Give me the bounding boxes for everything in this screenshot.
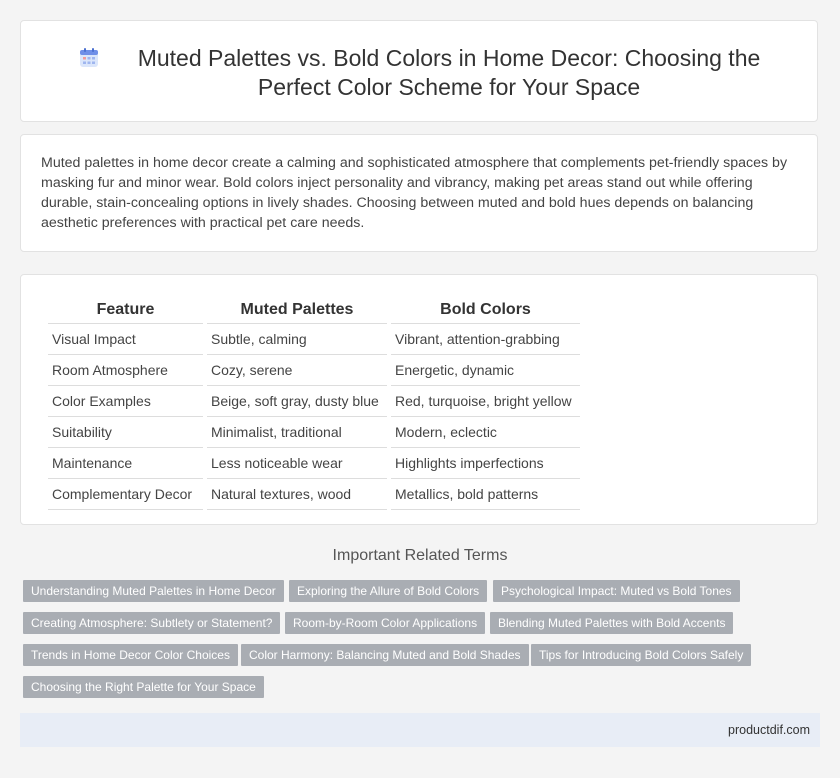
- column-header: Feature: [48, 295, 203, 324]
- table-cell: Complementary Decor: [48, 479, 203, 510]
- table-row: [48, 355, 580, 386]
- table-cell: Energetic, dynamic: [391, 355, 580, 386]
- table-cell: Highlights imperfections: [391, 448, 580, 479]
- table-cell: Maintenance: [48, 448, 203, 479]
- table-cell: Natural textures, wood: [207, 479, 387, 510]
- related-term-link[interactable]: Blending Muted Palettes with Bold Accents: [490, 612, 733, 634]
- related-term-link[interactable]: Trends in Home Decor Color Choices: [23, 644, 238, 666]
- related-term-link[interactable]: Room-by-Room Color Applications: [285, 612, 485, 634]
- table-cell: Beige, soft gray, dusty blue: [207, 386, 387, 417]
- table-header-row: [48, 295, 580, 324]
- related-term-link[interactable]: Tips for Introducing Bold Colors Safely: [531, 644, 751, 666]
- table-cell: Vibrant, attention-grabbing: [391, 324, 580, 355]
- table-cell: Minimalist, traditional: [207, 417, 387, 448]
- intro-paragraph: Muted palettes in home decor create a calming and sophisticated atmosphere that complements pet-friendly spaces by masking fur and minor wear. Bold colors inject personality and vibrancy, making pet areas stand out while offering durable, stain-concealing options in lively shades. Choosing between muted and bold hues depends on balancing aesthetic preferences with practical pet care needs.: [41, 155, 788, 231]
- calendar-icon: [78, 47, 100, 69]
- table-cell: Room Atmosphere: [48, 355, 203, 386]
- comparison-table: [44, 295, 584, 510]
- related-term-link[interactable]: Choosing the Right Palette for Your Space: [23, 676, 264, 698]
- table-row: [48, 479, 580, 510]
- table-cell: Suitability: [48, 417, 203, 448]
- table-cell: Modern, eclectic: [391, 417, 580, 448]
- table-cell: Subtle, calming: [207, 324, 387, 355]
- table-row: [48, 386, 580, 417]
- footer: [20, 713, 820, 747]
- table-row: [48, 417, 580, 448]
- table-cell: Metallics, bold patterns: [391, 479, 580, 510]
- table-cell: Visual Impact: [48, 324, 203, 355]
- related-term-link[interactable]: Exploring the Allure of Bold Colors: [289, 580, 487, 602]
- table-cell: Red, turquoise, bright yellow: [391, 386, 580, 417]
- page-title: Muted Palettes vs. Bold Colors in Home Decor: Choosing the Perfect Color Scheme for Your Space: [137, 45, 761, 100]
- comparison-card: [20, 274, 818, 525]
- related-term-link[interactable]: Color Harmony: Balancing Muted and Bold Shades: [241, 644, 529, 666]
- column-header: Bold Colors: [391, 295, 580, 324]
- table-row: [48, 448, 580, 479]
- table-cell: Less noticeable wear: [207, 448, 387, 479]
- table-cell: Color Examples: [48, 386, 203, 417]
- footer-site-link[interactable]: productdif.com: [728, 723, 810, 737]
- table-row: [48, 324, 580, 355]
- related-terms-heading: Important Related Terms: [332, 547, 508, 564]
- related-term-link[interactable]: Creating Atmosphere: Subtlety or Statement?: [23, 612, 280, 634]
- related-term-link[interactable]: Understanding Muted Palettes in Home Decor: [23, 580, 284, 602]
- intro-card: [20, 134, 818, 252]
- related-term-link[interactable]: Psychological Impact: Muted vs Bold Tones: [493, 580, 740, 602]
- title-card: [20, 20, 818, 122]
- column-header: Muted Palettes: [207, 295, 387, 324]
- table-cell: Cozy, serene: [207, 355, 387, 386]
